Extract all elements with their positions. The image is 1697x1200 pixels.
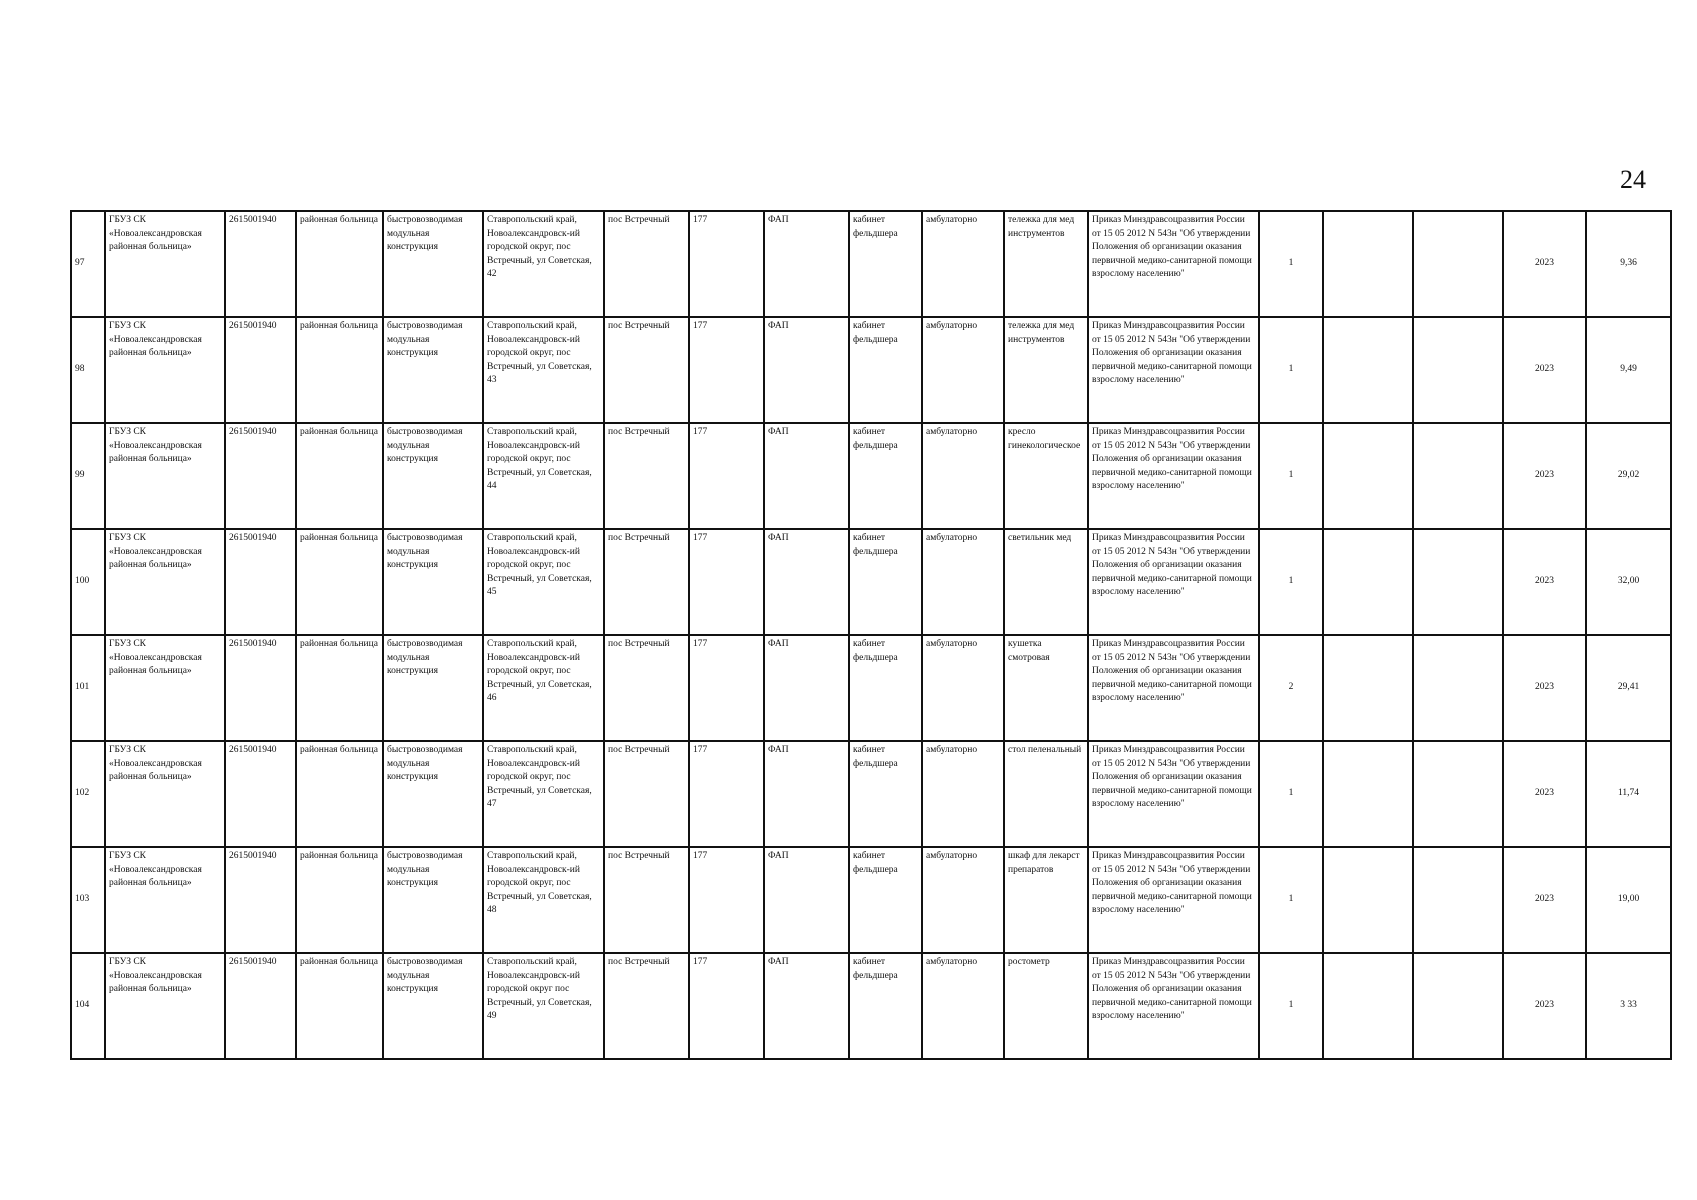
empty-cell [1323, 635, 1413, 741]
inn-cell-text: 2615001940 [229, 745, 277, 755]
quantity-cell-text: 1 [1288, 1000, 1294, 1011]
settlement-cell-text: пос Встречный [608, 745, 670, 755]
table-row [71, 847, 1671, 953]
code-cell [689, 953, 764, 1059]
empty-cell [1323, 423, 1413, 529]
address-cell-text: Ставропольский край, Новоалександровск-ий городской округ, пос Встречный, ул Советская, 47 [487, 745, 592, 810]
table-row [71, 635, 1671, 741]
empty-cell [1413, 953, 1503, 1059]
facility-type-cell [296, 953, 383, 1059]
year-cell-text: 2023 [1535, 576, 1554, 587]
care-form-cell-text: амбулаторно [926, 533, 978, 543]
organization-cell [105, 635, 225, 741]
empty-cell [1323, 317, 1413, 423]
building-type-cell-text: быстровозводимая модульная конструкция [387, 427, 463, 465]
code-cell [689, 423, 764, 529]
quantity-cell [1259, 847, 1323, 953]
inn-cell [225, 529, 296, 635]
room-cell-text: кабинет фельдшера [853, 321, 898, 345]
quantity-cell [1259, 317, 1323, 423]
regulation-cell-text: Приказ Минздравсоцразвития России от 15 05 2012 N 543н "Об утверждении Положения об организации оказания первичной медико-санитарной помощи взрослому населению" [1092, 745, 1252, 810]
code-cell [689, 847, 764, 953]
room-cell-text: кабинет фельдшера [853, 639, 898, 663]
code-cell [689, 211, 764, 317]
building-type-cell [383, 529, 483, 635]
empty-cell [1323, 741, 1413, 847]
address-cell-text: Ставропольский край, Новоалександровск-ий городской округ, пос Встречный, ул Советская, 45 [487, 533, 592, 598]
room-cell [849, 529, 922, 635]
row-number-text: 99 [75, 470, 85, 481]
facility-type-cell-text: районная больница [300, 957, 378, 967]
year-cell [1503, 741, 1586, 847]
building-type-cell [383, 953, 483, 1059]
care-form-cell [922, 423, 1004, 529]
address-cell [483, 423, 604, 529]
inn-cell-text: 2615001940 [229, 851, 277, 861]
inn-cell-text: 2615001940 [229, 639, 277, 649]
unit-cell [764, 635, 849, 741]
unit-cell [764, 741, 849, 847]
settlement-cell [604, 847, 689, 953]
empty-cell [1323, 847, 1413, 953]
inn-cell [225, 847, 296, 953]
cost-cell-text: 11,74 [1617, 788, 1640, 799]
row-number [71, 953, 105, 1059]
code-cell-text: 177 [693, 427, 708, 437]
row-number [71, 317, 105, 423]
unit-cell-text: ФАП [768, 215, 789, 225]
equipment-cell-text: ростометр [1008, 957, 1050, 967]
code-cell-text: 177 [693, 745, 708, 755]
empty-cell [1413, 317, 1503, 423]
empty-cell [1413, 847, 1503, 953]
equipment-cell [1004, 529, 1088, 635]
unit-cell-text: ФАП [768, 321, 789, 331]
cost-cell [1586, 953, 1671, 1059]
equipment-cell [1004, 741, 1088, 847]
unit-cell [764, 953, 849, 1059]
quantity-cell-text: 1 [1288, 258, 1294, 269]
code-cell [689, 741, 764, 847]
cost-cell-text: 29,02 [1617, 470, 1640, 481]
room-cell-text: кабинет фельдшера [853, 851, 898, 875]
cost-cell [1586, 635, 1671, 741]
table-row [71, 317, 1671, 423]
cost-cell [1586, 317, 1671, 423]
inn-cell-text: 2615001940 [229, 215, 277, 225]
organization-cell-text: ГБУЗ СК «Новоалександровская районная больница» [109, 745, 202, 783]
building-type-cell-text: быстровозводимая модульная конструкция [387, 321, 463, 359]
building-type-cell-text: быстровозводимая модульная конструкция [387, 215, 463, 253]
inn-cell [225, 953, 296, 1059]
table-row [71, 741, 1671, 847]
cost-cell-text: 19,00 [1617, 894, 1640, 905]
regulation-cell-text: Приказ Минздравсоцразвития России от 15 05 2012 N 543н "Об утверждении Положения об организации оказания первичной медико-санитарной помощи взрослому населению" [1092, 851, 1252, 916]
care-form-cell-text: амбулаторно [926, 639, 978, 649]
regulation-cell-text: Приказ Минздравсоцразвития России от 15 05 2012 N 543н "Об утверждении Положения об организации оказания первичной медико-санитарной помощи взрослому населению" [1092, 321, 1252, 386]
code-cell-text: 177 [693, 851, 708, 861]
address-cell-text: Ставропольский край, Новоалександровск-ий городской округ, пос Встречный, ул Советская, 42 [487, 215, 592, 280]
address-cell [483, 847, 604, 953]
settlement-cell [604, 953, 689, 1059]
row-number-text: 97 [75, 258, 85, 269]
unit-cell-text: ФАП [768, 639, 789, 649]
code-cell [689, 317, 764, 423]
equipment-cell-text: тележка для мед инструментов [1008, 321, 1075, 345]
row-number-text: 103 [75, 894, 90, 905]
year-cell [1503, 529, 1586, 635]
care-form-cell [922, 211, 1004, 317]
table-row [71, 953, 1671, 1059]
year-cell [1503, 211, 1586, 317]
organization-cell-text: ГБУЗ СК «Новоалександровская районная больница» [109, 533, 202, 571]
building-type-cell [383, 635, 483, 741]
inn-cell [225, 635, 296, 741]
equipment-cell [1004, 635, 1088, 741]
equipment-cell [1004, 847, 1088, 953]
organization-cell-text: ГБУЗ СК «Новоалександровская районная больница» [109, 427, 202, 465]
settlement-cell-text: пос Встречный [608, 957, 670, 967]
address-cell-text: Ставропольский край, Новоалександровск-ий городской округ, пос Встречный, ул Советская, 43 [487, 321, 592, 386]
code-cell-text: 177 [693, 957, 708, 967]
address-cell-text: Ставропольский край, Новоалександровск-ий городской округ пос Встречный, ул Советская, 49 [487, 957, 592, 1022]
unit-cell [764, 847, 849, 953]
address-cell [483, 635, 604, 741]
quantity-cell-text: 1 [1288, 788, 1294, 799]
building-type-cell-text: быстровозводимая модульная конструкция [387, 745, 463, 783]
address-cell [483, 953, 604, 1059]
equipment-cell-text: кушетка смотровая [1008, 639, 1050, 663]
building-type-cell-text: быстровозводимая модульная конструкция [387, 957, 463, 995]
quantity-cell [1259, 953, 1323, 1059]
equipment-cell [1004, 317, 1088, 423]
unit-cell-text: ФАП [768, 851, 789, 861]
inn-cell-text: 2615001940 [229, 321, 277, 331]
row-number-text: 102 [75, 788, 90, 799]
settlement-cell-text: пос Встречный [608, 321, 670, 331]
cost-cell-text: 3 33 [1620, 1000, 1637, 1011]
regulation-cell [1088, 529, 1259, 635]
building-type-cell [383, 741, 483, 847]
table-row [71, 211, 1671, 317]
row-number-text: 104 [75, 1000, 90, 1011]
year-cell [1503, 635, 1586, 741]
row-number-text: 98 [75, 364, 85, 375]
unit-cell-text: ФАП [768, 427, 789, 437]
code-cell-text: 177 [693, 533, 708, 543]
facility-type-cell-text: районная больница [300, 639, 378, 649]
building-type-cell-text: быстровозводимая модульная конструкция [387, 851, 463, 889]
care-form-cell [922, 847, 1004, 953]
regulation-cell [1088, 847, 1259, 953]
quantity-cell [1259, 423, 1323, 529]
settlement-cell-text: пос Встречный [608, 639, 670, 649]
empty-cell [1413, 635, 1503, 741]
unit-cell [764, 211, 849, 317]
empty-cell [1413, 741, 1503, 847]
settlement-cell [604, 423, 689, 529]
row-number [71, 847, 105, 953]
empty-cell [1323, 953, 1413, 1059]
empty-cell [1413, 423, 1503, 529]
equipment-cell [1004, 953, 1088, 1059]
room-cell [849, 847, 922, 953]
regulation-cell [1088, 423, 1259, 529]
care-form-cell-text: амбулаторно [926, 957, 978, 967]
year-cell [1503, 953, 1586, 1059]
care-form-cell [922, 953, 1004, 1059]
unit-cell-text: ФАП [768, 957, 789, 967]
organization-cell [105, 317, 225, 423]
equipment-cell-text: стол пеленальный [1008, 745, 1082, 755]
care-form-cell-text: амбулаторно [926, 851, 978, 861]
room-cell-text: кабинет фельдшера [853, 215, 898, 239]
code-cell-text: 177 [693, 321, 708, 331]
year-cell-text: 2023 [1535, 1000, 1554, 1011]
year-cell-text: 2023 [1535, 258, 1554, 269]
inn-cell-text: 2615001940 [229, 427, 277, 437]
care-form-cell [922, 741, 1004, 847]
room-cell [849, 211, 922, 317]
year-cell [1503, 317, 1586, 423]
regulation-cell [1088, 317, 1259, 423]
care-form-cell-text: амбулаторно [926, 321, 978, 331]
settlement-cell-text: пос Встречный [608, 851, 670, 861]
cost-cell [1586, 741, 1671, 847]
room-cell [849, 317, 922, 423]
row-number [71, 635, 105, 741]
organization-cell-text: ГБУЗ СК «Новоалександровская районная больница» [109, 957, 202, 995]
room-cell [849, 423, 922, 529]
code-cell-text: 177 [693, 215, 708, 225]
cost-cell-text: 32,00 [1617, 576, 1640, 587]
unit-cell [764, 317, 849, 423]
quantity-cell-text: 2 [1288, 682, 1294, 693]
organization-cell [105, 741, 225, 847]
equipment-cell-text: тележка для мед инструментов [1008, 215, 1075, 239]
facility-type-cell-text: районная больница [300, 851, 378, 861]
facility-type-cell [296, 847, 383, 953]
year-cell [1503, 847, 1586, 953]
address-cell [483, 529, 604, 635]
row-number-text: 101 [75, 682, 90, 693]
settlement-cell [604, 529, 689, 635]
facility-type-cell [296, 211, 383, 317]
quantity-cell [1259, 529, 1323, 635]
settlement-cell [604, 635, 689, 741]
facility-type-cell [296, 741, 383, 847]
empty-cell [1323, 529, 1413, 635]
year-cell-text: 2023 [1535, 364, 1554, 375]
building-type-cell [383, 317, 483, 423]
settlement-cell-text: пос Встречный [608, 427, 670, 437]
organization-cell [105, 211, 225, 317]
room-cell [849, 635, 922, 741]
cost-cell [1586, 529, 1671, 635]
cost-cell-text: 9,36 [1620, 258, 1637, 269]
address-cell [483, 741, 604, 847]
cost-cell [1586, 211, 1671, 317]
quantity-cell [1259, 635, 1323, 741]
care-form-cell-text: амбулаторно [926, 215, 978, 225]
inn-cell-text: 2615001940 [229, 957, 277, 967]
unit-cell-text: ФАП [768, 745, 789, 755]
settlement-cell [604, 317, 689, 423]
year-cell [1503, 423, 1586, 529]
empty-cell [1413, 211, 1503, 317]
room-cell [849, 741, 922, 847]
organization-cell [105, 953, 225, 1059]
equipment-cell-text: шкаф для лекарст препаратов [1008, 851, 1080, 875]
cost-cell-text: 29,41 [1617, 682, 1640, 693]
regulation-cell [1088, 741, 1259, 847]
room-cell-text: кабинет фельдшера [853, 427, 898, 451]
page-number: 24 [1620, 165, 1646, 194]
regulation-cell [1088, 953, 1259, 1059]
empty-cell [1323, 211, 1413, 317]
settlement-cell-text: пос Встречный [608, 215, 670, 225]
facility-type-cell-text: районная больница [300, 745, 378, 755]
organization-cell-text: ГБУЗ СК «Новоалександровская районная больница» [109, 639, 202, 677]
equipment-cell [1004, 423, 1088, 529]
care-form-cell [922, 635, 1004, 741]
inn-cell [225, 741, 296, 847]
facility-type-cell [296, 317, 383, 423]
equipment-cell [1004, 211, 1088, 317]
inn-cell [225, 423, 296, 529]
building-type-cell-text: быстровозводимая модульная конструкция [387, 639, 463, 677]
table-row [71, 423, 1671, 529]
facility-type-cell-text: районная больница [300, 427, 378, 437]
facility-type-cell [296, 635, 383, 741]
facility-type-cell [296, 529, 383, 635]
quantity-cell-text: 1 [1288, 470, 1294, 481]
regulation-cell-text: Приказ Минздравсоцразвития России от 15 05 2012 N 543н "Об утверждении Положения об организации оказания первичной медико-санитарной помощи взрослому населению" [1092, 215, 1252, 280]
organization-cell [105, 423, 225, 529]
year-cell-text: 2023 [1535, 682, 1554, 693]
care-form-cell-text: амбулаторно [926, 427, 978, 437]
regulation-cell-text: Приказ Минздравсоцразвития России от 15 05 2012 N 543н "Об утверждении Положения об организации оказания первичной медико-санитарной помощи взрослому населению" [1092, 533, 1252, 598]
regulation-cell [1088, 635, 1259, 741]
care-form-cell [922, 317, 1004, 423]
cost-cell-text: 9,49 [1620, 364, 1637, 375]
organization-cell-text: ГБУЗ СК «Новоалександровская районная больница» [109, 321, 202, 359]
address-cell-text: Ставропольский край, Новоалександровск-ий городской округ, пос Встречный, ул Советская, 46 [487, 639, 592, 704]
row-number [71, 529, 105, 635]
quantity-cell [1259, 211, 1323, 317]
building-type-cell [383, 847, 483, 953]
regulation-cell-text: Приказ Минздравсоцразвития России от 15 05 2012 N 543н "Об утверждении Положения об организации оказания первичной медико-санитарной помощи взрослому населению" [1092, 427, 1252, 492]
address-cell-text: Ставропольский край, Новоалександровск-ий городской округ, пос Встречный, ул Советская, 48 [487, 851, 592, 916]
room-cell-text: кабинет фельдшера [853, 957, 898, 981]
regulation-cell-text: Приказ Минздравсоцразвития России от 15 05 2012 N 543н "Об утверждении Положения об организации оказания первичной медико-санитарной помощи взрослому населению" [1092, 957, 1252, 1022]
cost-cell [1586, 847, 1671, 953]
care-form-cell-text: амбулаторно [926, 745, 978, 755]
quantity-cell [1259, 741, 1323, 847]
table-row [71, 529, 1671, 635]
settlement-cell [604, 741, 689, 847]
address-cell [483, 317, 604, 423]
code-cell-text: 177 [693, 639, 708, 649]
equipment-table [70, 210, 1672, 1060]
equipment-cell-text: кресло гинекологическое [1008, 427, 1081, 451]
unit-cell-text: ФАП [768, 533, 789, 543]
row-number [71, 211, 105, 317]
row-number [71, 423, 105, 529]
settlement-cell-text: пос Встречный [608, 533, 670, 543]
room-cell [849, 953, 922, 1059]
quantity-cell-text: 1 [1288, 894, 1294, 905]
building-type-cell-text: быстровозводимая модульная конструкция [387, 533, 463, 571]
room-cell-text: кабинет фельдшера [853, 533, 898, 557]
settlement-cell [604, 211, 689, 317]
regulation-cell [1088, 211, 1259, 317]
organization-cell [105, 847, 225, 953]
empty-cell [1413, 529, 1503, 635]
year-cell-text: 2023 [1535, 894, 1554, 905]
building-type-cell [383, 423, 483, 529]
address-cell [483, 211, 604, 317]
care-form-cell [922, 529, 1004, 635]
code-cell [689, 635, 764, 741]
year-cell-text: 2023 [1535, 470, 1554, 481]
code-cell [689, 529, 764, 635]
year-cell-text: 2023 [1535, 788, 1554, 799]
unit-cell [764, 423, 849, 529]
table-body [71, 211, 1671, 1059]
facility-type-cell-text: районная больница [300, 215, 378, 225]
quantity-cell-text: 1 [1288, 576, 1294, 587]
organization-cell-text: ГБУЗ СК «Новоалександровская районная больница» [109, 215, 202, 253]
unit-cell [764, 529, 849, 635]
quantity-cell-text: 1 [1288, 364, 1294, 375]
organization-cell [105, 529, 225, 635]
facility-type-cell-text: районная больница [300, 533, 378, 543]
row-number [71, 741, 105, 847]
row-number-text: 100 [75, 576, 90, 587]
inn-cell [225, 317, 296, 423]
room-cell-text: кабинет фельдшера [853, 745, 898, 769]
cost-cell [1586, 423, 1671, 529]
facility-type-cell-text: районная больница [300, 321, 378, 331]
regulation-cell-text: Приказ Минздравсоцразвития России от 15 05 2012 N 543н "Об утверждении Положения об организации оказания первичной медико-санитарной помощи взрослому населению" [1092, 639, 1252, 704]
inn-cell-text: 2615001940 [229, 533, 277, 543]
address-cell-text: Ставропольский край, Новоалександровск-ий городской округ, пос Встречный, ул Советская, 44 [487, 427, 592, 492]
equipment-cell-text: светильник мед [1008, 533, 1072, 543]
facility-type-cell [296, 423, 383, 529]
building-type-cell [383, 211, 483, 317]
inn-cell [225, 211, 296, 317]
organization-cell-text: ГБУЗ СК «Новоалександровская районная больница» [109, 851, 202, 889]
